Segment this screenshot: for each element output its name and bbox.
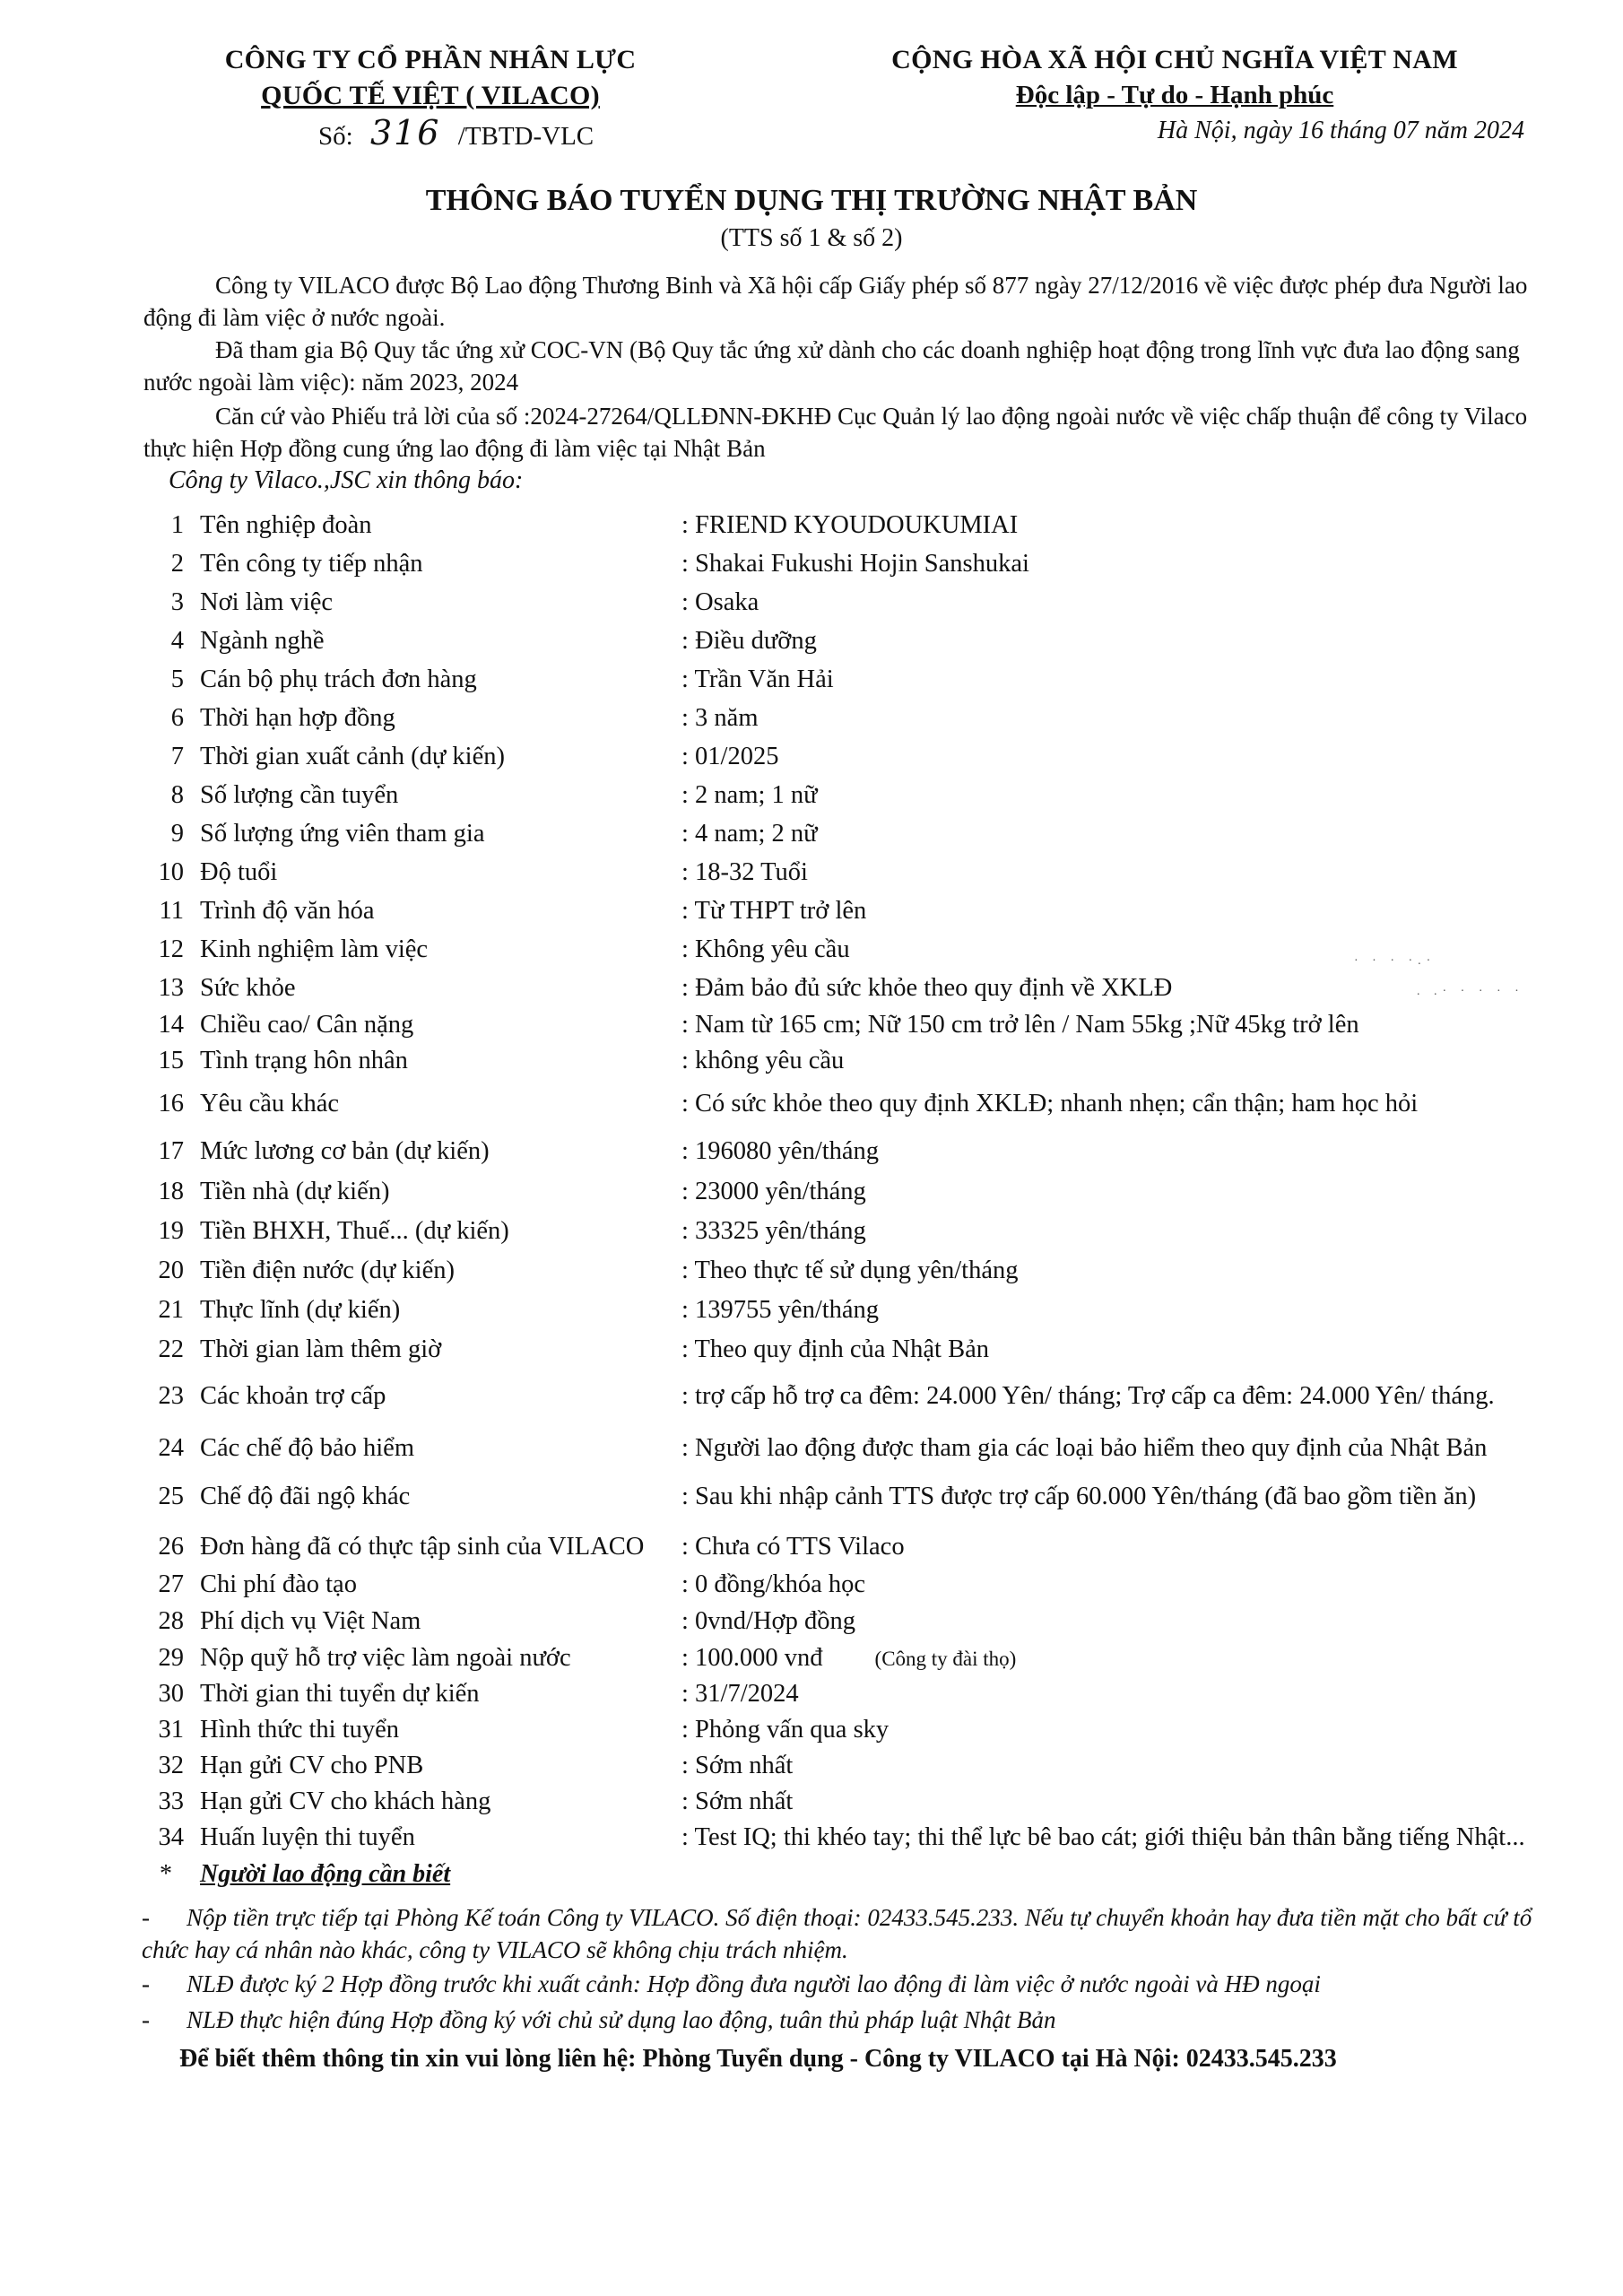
row-value: : trợ cấp hỗ trợ ca đêm: 24.000 Yên/ tháng; Trợ cấp ca đêm: 24.000 Yên/ tháng. xyxy=(681,1382,1495,1410)
row-label: Các khoản trợ cấp xyxy=(200,1382,386,1410)
row-label: Tình trạng hôn nhân xyxy=(200,1047,408,1074)
row-number: 18 xyxy=(158,1178,184,1205)
row-number: 26 xyxy=(158,1533,184,1561)
company-name-line2: QUỐC TẾ VIỆT ( VILACO) xyxy=(261,81,600,110)
notice-payment-line: Nộp tiền trực tiếp tại Phòng Kế toán Công ty VILACO. Số điện thoại: 02433.545.233. Nếu tự chuyển khoản hay đưa tiền mặt cho bất cứ tổ xyxy=(187,1904,1532,1931)
row-label: Tiền điện nước (dự kiến) xyxy=(200,1257,455,1284)
list-item xyxy=(157,970,1574,1007)
row-number: 13 xyxy=(158,974,184,1002)
row-label: Nơi làm việc xyxy=(200,588,334,616)
row-number: 14 xyxy=(158,1011,184,1039)
row-value: : 31/7/2024 xyxy=(681,1680,799,1708)
row-label: Tên nghiệp đoàn xyxy=(200,511,372,539)
company-name-line1: CÔNG TY CỔ PHẦN NHÂN LỰC xyxy=(224,45,637,74)
row-value: : Chưa có TTS Vilaco xyxy=(681,1533,905,1561)
row-value: : 0 đồng/khóa học xyxy=(681,1570,866,1598)
intro-license: Công ty VILACO được Bộ Lao động Thương Binh và Xã hội cấp Giấy phép số 877 ngày 27/12/2016 về việc được phép đưa Người lao động đi làm việc ở nước ngoài. xyxy=(143,272,1528,331)
notice-heading: Người lao động cần biết xyxy=(200,1860,451,1888)
row-label: Phí dịch vụ Việt Nam xyxy=(200,1607,421,1635)
intro-approval: Căn cứ vào Phiếu trả lời của số :2024-27264/QLLĐNN-ĐKHĐ Cục Quản lý lao động ngoài nước về việc chấp thuận để công ty Vilaco thực hiện Hợp đồng cung ứng lao động đi làm việc tại Nhật Bản xyxy=(143,403,1528,462)
row-value: : Theo thực tế sử dụng yên/tháng xyxy=(681,1257,1019,1284)
row-number: 19 xyxy=(158,1217,184,1245)
list-item xyxy=(157,1566,1574,1604)
row-label: Độ tuổi xyxy=(200,858,278,886)
row-value: : Đảm bảo đủ sức khỏe theo quy định về XKLĐ xyxy=(681,974,1173,1002)
list-item xyxy=(157,1783,1574,1821)
row-number: 22 xyxy=(158,1335,184,1363)
row-number: 34 xyxy=(158,1823,184,1851)
row-value: : Sớm nhất xyxy=(681,1752,794,1779)
doc-number-suffix: /TBTD-VLC xyxy=(457,122,595,151)
row-value: : 2 nam; 1 nữ xyxy=(681,781,818,809)
row-value: : FRIEND KYOUDOUKUMIAI xyxy=(681,511,1019,539)
list-item xyxy=(157,1292,1574,1329)
row-label: Kinh nghiệm làm việc xyxy=(200,935,429,963)
row-number: 7 xyxy=(170,743,184,770)
contact-info: Để biết thêm thông tin xin vui lòng liên hệ: Phòng Tuyển dụng - Công ty VILACO tại Hà Nội: 02433.545.233 xyxy=(179,2045,1337,2073)
page-subtitle: (TTS số 1 & số 2) xyxy=(720,224,903,252)
row-value: : Osaka xyxy=(681,588,759,616)
row-number: 24 xyxy=(158,1434,184,1462)
list-item xyxy=(157,1213,1574,1250)
list-item xyxy=(157,1042,1574,1080)
national-motto: Độc lập - Tự do - Hạnh phúc xyxy=(1015,81,1334,109)
list-item xyxy=(157,1085,1574,1123)
list-item xyxy=(157,892,1574,930)
scan-specks: · · · ·.· xyxy=(1354,954,1436,968)
row-value: : Có sức khỏe theo quy định XKLĐ; nhanh nhẹn; cẩn thận; ham học hỏi xyxy=(681,1090,1419,1118)
row-label: Tên công ty tiếp nhận xyxy=(200,550,423,578)
list-item xyxy=(157,1252,1574,1290)
row-number: 2 xyxy=(170,550,184,578)
row-value: : 33325 yên/tháng xyxy=(681,1217,866,1245)
row-label: Mức lương cơ bản (dự kiến) xyxy=(200,1137,490,1165)
notice-dash: - xyxy=(142,2006,150,2033)
row-label: Số lượng cần tuyển xyxy=(200,781,399,809)
list-item xyxy=(157,661,1574,699)
list-item xyxy=(157,777,1574,814)
list-item xyxy=(157,1006,1574,1044)
list-item xyxy=(157,1819,1574,1857)
row-number: 12 xyxy=(158,935,184,963)
row-number: 15 xyxy=(158,1047,184,1074)
row-value: : 18-32 Tuổi xyxy=(681,858,808,886)
row-number: 27 xyxy=(158,1570,184,1598)
row-number: 5 xyxy=(170,665,184,693)
row-value: : Từ THPT trở lên xyxy=(681,897,867,925)
doc-number-prefix: Số: xyxy=(318,122,353,151)
list-item xyxy=(157,507,1574,544)
row-number: 31 xyxy=(158,1716,184,1744)
list-item xyxy=(157,1478,1574,1516)
row-label: Cán bộ phụ trách đơn hàng xyxy=(200,665,477,693)
list-item xyxy=(157,584,1574,622)
list-item xyxy=(157,815,1574,853)
row-label: Ngành nghề xyxy=(200,627,325,655)
row-label: Chi phí đào tạo xyxy=(200,1570,357,1598)
row-label: Trình độ văn hóa xyxy=(200,897,375,925)
row-label: Hạn gửi CV cho khách hàng xyxy=(200,1787,491,1815)
row-number: 10 xyxy=(158,858,184,886)
row-value: : 4 nam; 2 nữ xyxy=(681,820,818,848)
row-number: 20 xyxy=(158,1257,184,1284)
row-label: Số lượng ứng viên tham gia xyxy=(200,820,485,848)
row-label: Hạn gửi CV cho PNB xyxy=(200,1752,424,1779)
row-value: : Trần Văn Hải xyxy=(681,665,834,693)
row-number: 25 xyxy=(158,1483,184,1510)
row-label: Yêu cầu khác xyxy=(200,1090,340,1118)
row-number: 28 xyxy=(158,1607,184,1635)
row-label: Tiền nhà (dự kiến) xyxy=(200,1178,390,1205)
row-label: Thời gian thi tuyển dự kiến xyxy=(200,1680,480,1708)
row-label: Nộp quỹ hỗ trợ việc làm ngoài nước xyxy=(200,1644,571,1672)
list-item xyxy=(157,1378,1574,1415)
notice-payment-line-cont: chức hay cá nhân nào khác, công ty VILACO sẽ không chịu trách nhiệm. xyxy=(142,1936,848,1963)
row-value: : 3 năm xyxy=(681,704,759,732)
notice-dash: - xyxy=(142,1970,150,1997)
row-number: 29 xyxy=(158,1644,184,1672)
row-number: 3 xyxy=(170,588,184,616)
list-item xyxy=(157,1331,1574,1369)
scan-specks: . .· · · · · xyxy=(1417,985,1524,998)
row-note: (Công ty đài thọ) xyxy=(874,1648,1017,1670)
row-value: : Điều dưỡng xyxy=(681,627,817,655)
row-value: : Không yêu cầu xyxy=(681,935,850,963)
notice-contract-line: NLĐ được ký 2 Hợp đồng trước khi xuất cảnh: Hợp đồng đưa người lao động đi làm việc ở nước ngoài và HĐ ngoại xyxy=(187,1970,1321,1997)
row-label: Thời hạn hợp đồng xyxy=(200,704,395,732)
row-value: : Theo quy định của Nhật Bản xyxy=(681,1335,989,1363)
row-value: : 196080 yên/tháng xyxy=(681,1137,880,1165)
row-label: Huấn luyện thi tuyển xyxy=(200,1823,415,1851)
row-number: 6 xyxy=(170,704,184,732)
row-value: : Sớm nhất xyxy=(681,1787,794,1815)
document-number xyxy=(318,113,594,152)
row-value: : Shakai Fukushi Hojin Sanshukai xyxy=(681,550,1029,578)
row-number: 4 xyxy=(170,627,184,655)
announce-line: Công ty Vilaco.,JSC xin thông báo: xyxy=(169,466,524,494)
notice-compliance-line: NLĐ thực hiện đúng Hợp đồng ký với chủ sử dụng lao động, tuân thủ pháp luật Nhật Bản xyxy=(187,2006,1056,2033)
list-item xyxy=(157,1528,1574,1566)
list-item xyxy=(157,854,1574,891)
row-label: Các chế độ bảo hiểm xyxy=(200,1434,414,1462)
row-number: 9 xyxy=(170,820,184,848)
list-item xyxy=(157,1173,1574,1211)
issue-date: Hà Nội, ngày 16 tháng 07 năm 2024 xyxy=(1157,117,1524,144)
row-value: : 0vnd/Hợp đồng xyxy=(681,1607,855,1635)
row-value: : Phỏng vấn qua sky xyxy=(681,1716,890,1744)
list-item xyxy=(157,738,1574,776)
nation-title: CỘNG HÒA XÃ HỘI CHỦ NGHĨA VIỆT NAM xyxy=(891,45,1458,74)
notice-dash: - xyxy=(142,1904,150,1931)
row-value: : Sau khi nhập cảnh TTS được trợ cấp 60.000 Yên/tháng (đã bao gồm tiền ăn) xyxy=(681,1483,1477,1510)
row-number: 32 xyxy=(158,1752,184,1779)
doc-number-handwritten: 316 xyxy=(369,113,441,152)
row-value: : 139755 yên/tháng xyxy=(681,1296,880,1324)
row-number: 1 xyxy=(170,511,184,539)
row-label: Thực lĩnh (dự kiến) xyxy=(200,1296,401,1324)
row-label: Đơn hàng đã có thực tập sinh của VILACO xyxy=(200,1533,645,1561)
row-label: Sức khỏe xyxy=(200,974,296,1002)
row-number: 17 xyxy=(158,1137,184,1165)
list-item xyxy=(157,1603,1574,1640)
row-number: 11 xyxy=(159,897,184,925)
list-item xyxy=(157,700,1574,737)
list-item xyxy=(157,1133,1574,1170)
list-item xyxy=(157,1430,1574,1467)
row-value: : không yêu cầu xyxy=(681,1047,845,1074)
row-label: Hình thức thi tuyển xyxy=(200,1716,400,1744)
list-item xyxy=(157,622,1574,660)
list-item xyxy=(157,1639,1574,1677)
list-item xyxy=(157,1747,1574,1785)
notice-heading-row xyxy=(160,1857,450,1892)
row-value: : 23000 yên/tháng xyxy=(681,1178,866,1205)
row-label: Chiều cao/ Cân nặng xyxy=(200,1011,414,1039)
list-item xyxy=(157,1675,1574,1713)
star-bullet: * xyxy=(160,1860,172,1888)
page-title: THÔNG BÁO TUYỂN DỤNG THỊ TRƯỜNG NHẬT BẢN xyxy=(425,184,1198,217)
row-label: Thời gian làm thêm giờ xyxy=(200,1335,442,1363)
row-number: 23 xyxy=(158,1382,184,1410)
row-value: : Test IQ; thi khéo tay; thi thể lực bê bao cát; giới thiệu bản thân bằng tiếng Nhật... xyxy=(681,1823,1525,1851)
row-label: Chế độ đãi ngộ khác xyxy=(200,1483,411,1510)
row-number: 8 xyxy=(170,781,184,809)
row-number: 33 xyxy=(158,1787,184,1815)
row-value-text: : 100.000 vnđ xyxy=(681,1644,823,1672)
row-value: : Nam từ 165 cm; Nữ 150 cm trở lên / Nam 55kg ;Nữ 45kg trở lên xyxy=(681,1011,1359,1039)
row-number: 21 xyxy=(158,1296,184,1324)
list-item xyxy=(157,545,1574,583)
row-value xyxy=(681,1639,1016,1678)
row-value: : 01/2025 xyxy=(681,743,779,770)
list-item xyxy=(157,1711,1574,1749)
row-label: Tiền BHXH, Thuế... (dự kiến) xyxy=(200,1217,509,1245)
row-number: 30 xyxy=(158,1680,184,1708)
intro-coc: Đã tham gia Bộ Quy tắc ứng xử COC-VN (Bộ Quy tắc ứng xử dành cho các doanh nghiệp hoạt động trong lĩnh vực đưa lao động sang nước ngoài làm việc): năm 2023, 2024 xyxy=(143,336,1520,396)
row-value: : Người lao động được tham gia các loại bảo hiểm theo quy định của Nhật Bản xyxy=(681,1434,1488,1462)
row-label: Thời gian xuất cảnh (dự kiến) xyxy=(200,743,505,770)
row-number: 16 xyxy=(158,1090,184,1118)
